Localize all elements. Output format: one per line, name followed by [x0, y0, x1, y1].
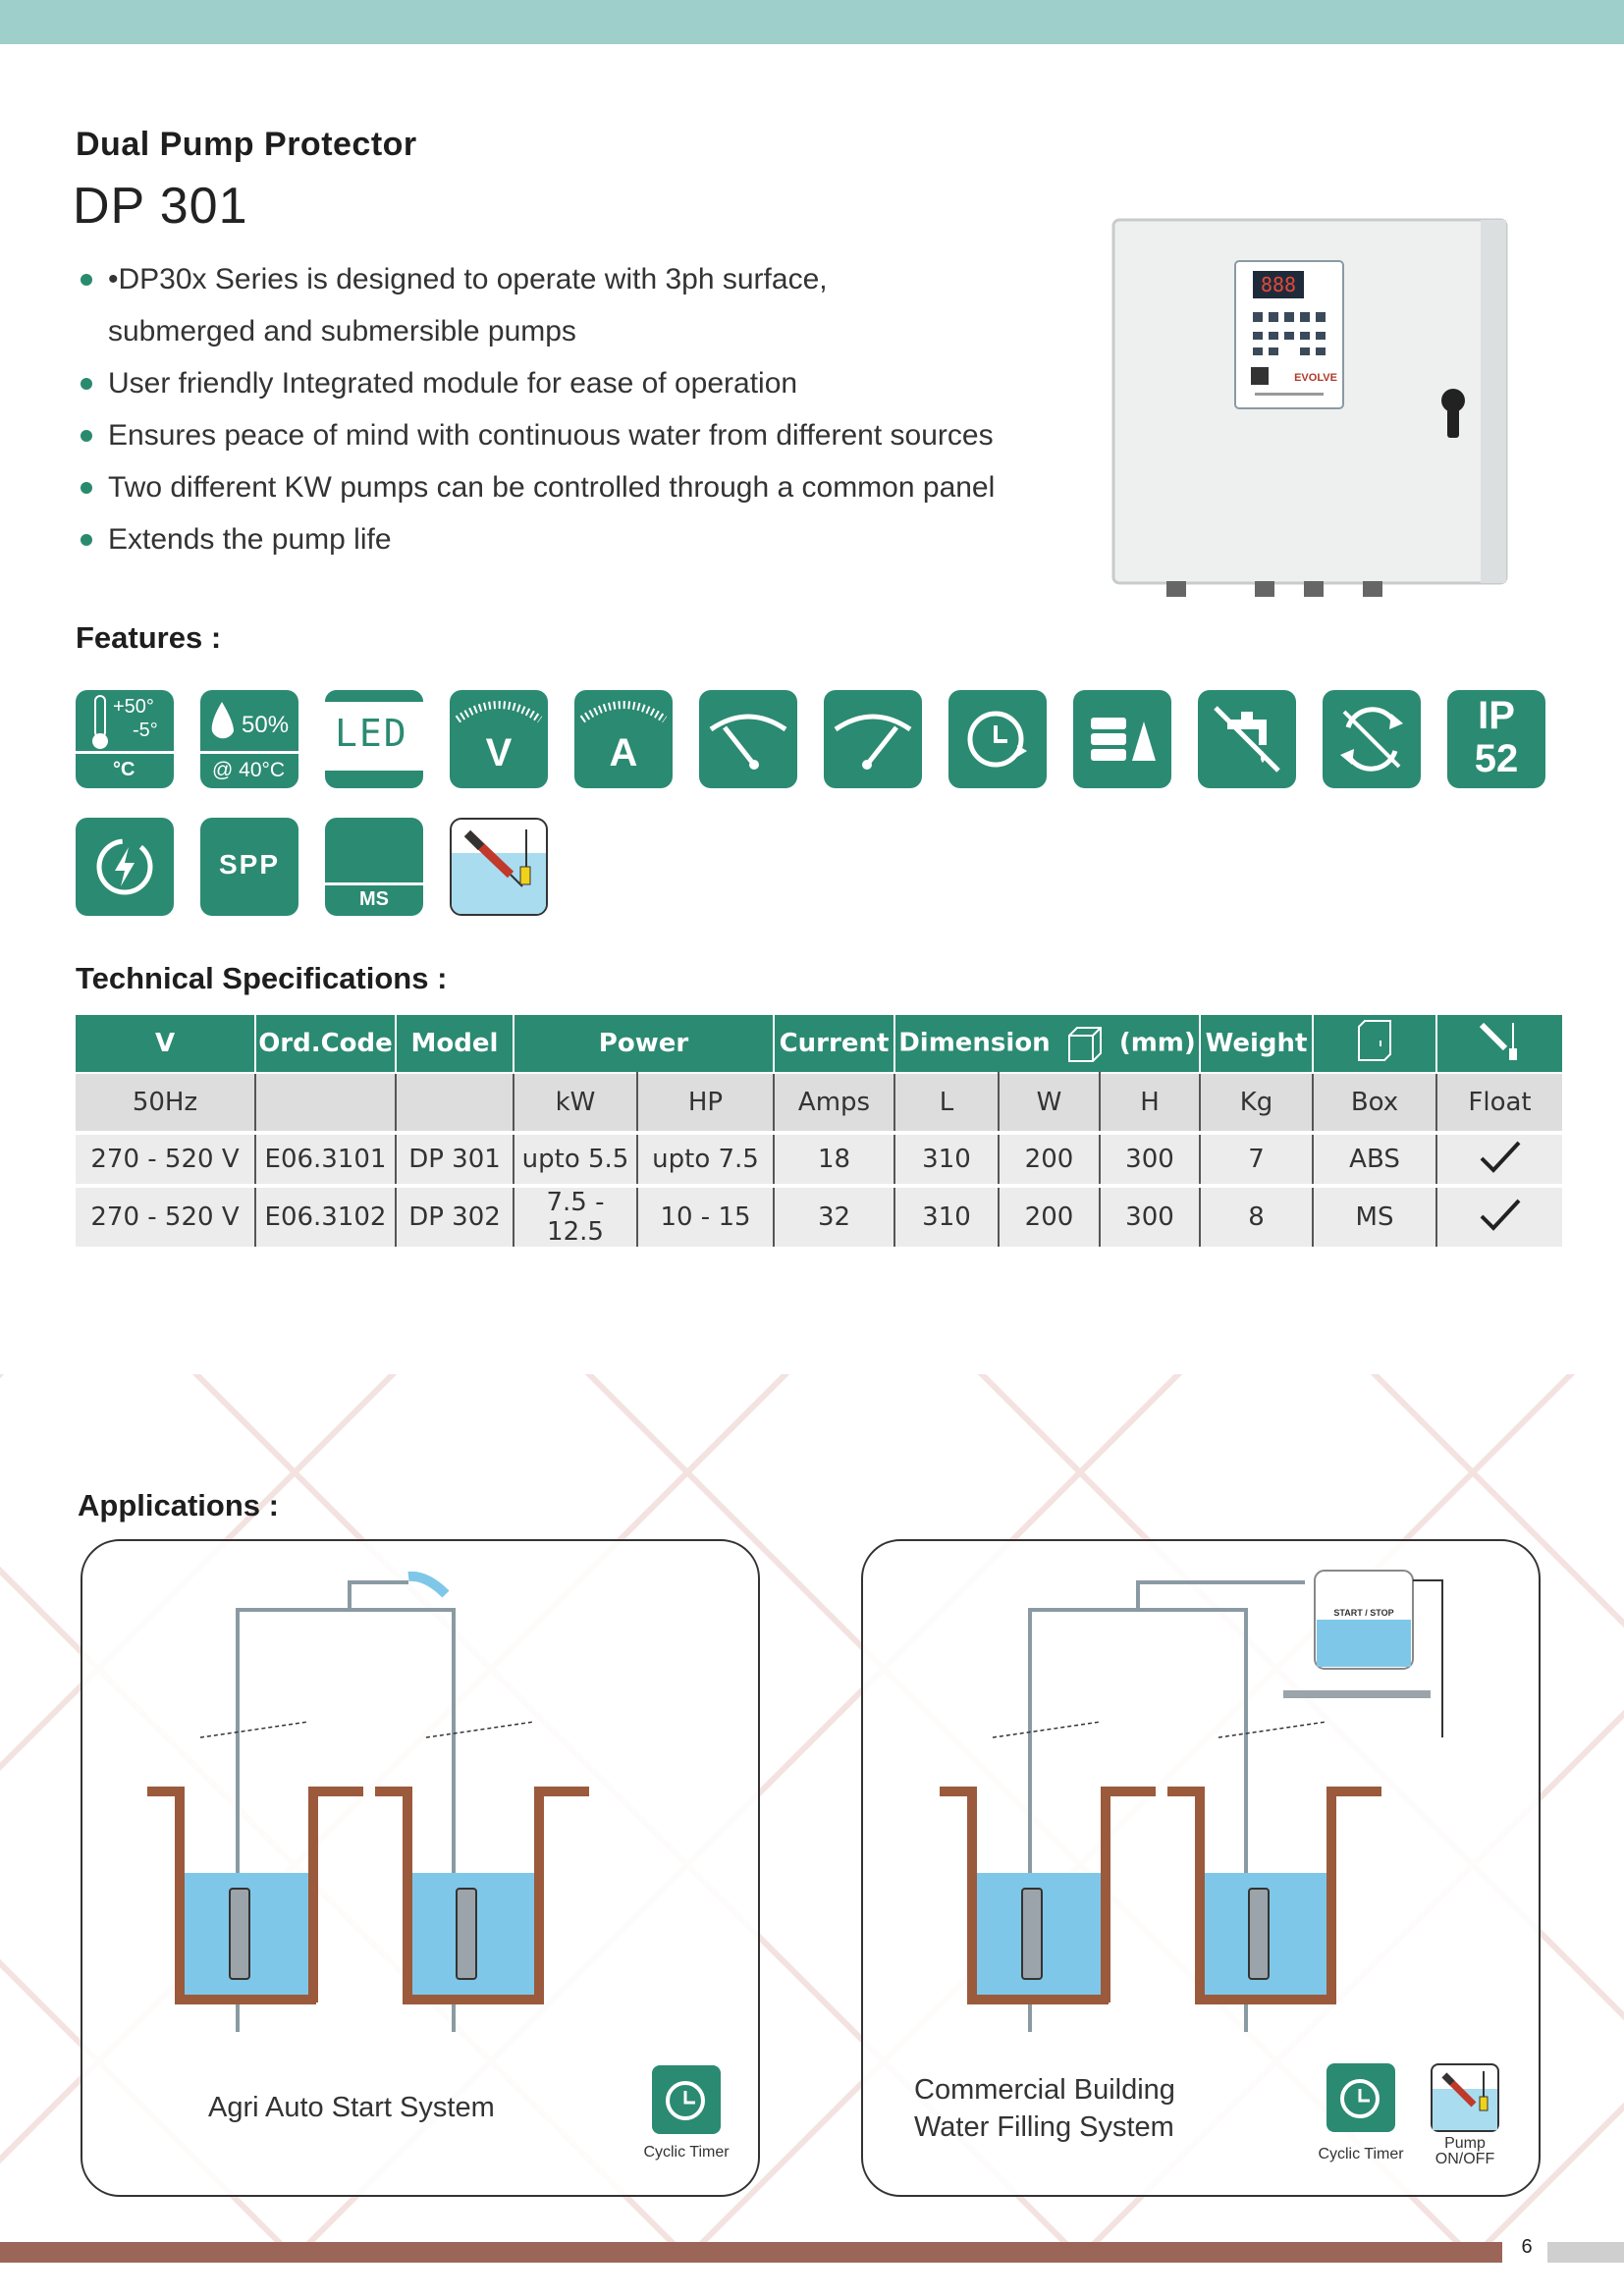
cell-voltage: 270 - 520 V — [76, 1133, 255, 1186]
sub-hz: 50Hz — [76, 1073, 255, 1133]
col-ord-code: Ord.Code — [255, 1015, 396, 1073]
top-bar — [0, 0, 1624, 44]
sub-float: Float — [1436, 1073, 1562, 1133]
cell-box: MS — [1313, 1186, 1436, 1247]
col-power: Power — [514, 1015, 774, 1073]
bullet-item: Ensures peace of mind with continuous water from different sources — [77, 409, 1068, 461]
col-dimension — [894, 1015, 1200, 1073]
features-heading: Features : — [76, 620, 222, 655]
bullet-item: Extends the pump life — [77, 513, 1068, 565]
sub-kw: kW — [514, 1073, 637, 1133]
cell-hp: upto 7.5 — [637, 1133, 774, 1186]
cell-h: 300 — [1100, 1133, 1200, 1186]
pump-caption-line1: Pump — [1444, 2135, 1486, 2152]
bullet-item: User friendly Integrated module for ease of operation — [77, 357, 1068, 409]
cell-l: 310 — [894, 1186, 999, 1247]
applications-heading: Applications : — [78, 1488, 279, 1522]
spec-table-header — [76, 1015, 1562, 1073]
product-model: DP 301 — [73, 178, 248, 235]
sub-w: W — [999, 1073, 1100, 1133]
commercial-label-line1: Commercial Building — [914, 2074, 1175, 2106]
product-display: 888 — [1260, 273, 1297, 296]
table-row — [76, 1186, 1562, 1247]
gauge-low-icon — [699, 690, 797, 788]
cell-ord-code: E06.3102 — [255, 1186, 396, 1247]
cell-model: DP 302 — [396, 1186, 514, 1247]
cyclic-timer-icon — [652, 2065, 721, 2134]
sub-kg: Kg — [1200, 1073, 1313, 1133]
box-dimension-icon — [1065, 1024, 1105, 1063]
cell-w: 200 — [999, 1186, 1100, 1247]
sub-empty — [396, 1073, 514, 1133]
application-card-commercial — [861, 1539, 1541, 2197]
checkmark-icon — [1476, 1137, 1525, 1176]
bullet-item: Two different KW pumps can be controlled through a common panel — [77, 461, 1068, 513]
sub-h: H — [1100, 1073, 1200, 1133]
led-display-icon: LED — [325, 690, 423, 788]
sub-l: L — [894, 1073, 999, 1133]
commercial-timer-caption: Cyclic Timer — [1318, 2146, 1404, 2163]
table-row — [76, 1133, 1562, 1186]
temperature-icon: +50° -5° °C — [76, 690, 174, 788]
sub-hp: HP — [637, 1073, 774, 1133]
col-weight: Weight — [1200, 1015, 1313, 1073]
feature-bullet-list — [77, 253, 1068, 565]
agri-timer-caption: Cyclic Timer — [643, 2144, 730, 2161]
sub-amps: Amps — [774, 1073, 894, 1133]
spec-table — [76, 1015, 1562, 1247]
dimension-label: Dimension — [898, 1028, 1051, 1058]
cell-model: DP 301 — [396, 1133, 514, 1186]
ammeter-icon: A — [574, 690, 673, 788]
gauge-high-icon — [824, 690, 922, 788]
cell-h: 300 — [1100, 1186, 1200, 1247]
cell-amps: 18 — [774, 1133, 894, 1186]
page-number: 6 — [1521, 2236, 1533, 2258]
pump-caption — [1421, 2136, 1509, 2167]
bullet-item-continuation: submerged and submersible pumps — [108, 315, 576, 347]
commercial-label-line2: Water Filling System — [914, 2111, 1174, 2143]
motor-stack-icon — [1073, 690, 1171, 788]
cell-ord-code: E06.3101 — [255, 1133, 396, 1186]
box-icon — [1355, 1019, 1394, 1062]
product-brand: EVOLVE — [1294, 372, 1337, 384]
product-subtitle: Dual Pump Protector — [76, 126, 417, 163]
float-switch-icon — [450, 818, 548, 916]
ip-rating-icon: IP 52 — [1447, 690, 1545, 788]
col-voltage: V — [76, 1015, 255, 1073]
ms-box-icon: MS — [325, 818, 423, 916]
footer-bar-gray — [1547, 2242, 1624, 2263]
cell-voltage: 270 - 520 V — [76, 1186, 255, 1247]
footer-bar — [0, 2242, 1502, 2263]
cell-float — [1436, 1133, 1562, 1186]
cell-amps: 32 — [774, 1186, 894, 1247]
cell-kw: 7.5 - 12.5 — [514, 1186, 637, 1247]
product-image — [1108, 214, 1520, 616]
pump-on-off-icon — [1431, 2063, 1499, 2132]
voltmeter-icon: V — [450, 690, 548, 788]
cyclic-timer-icon — [1326, 2063, 1395, 2132]
phase-reversal-icon — [1323, 690, 1421, 788]
dry-run-icon — [1198, 690, 1296, 788]
cyclic-timer-icon — [948, 690, 1047, 788]
sub-box: Box — [1313, 1073, 1436, 1133]
sub-empty — [255, 1073, 396, 1133]
spec-table-subheader — [76, 1073, 1562, 1133]
tech-spec-heading: Technical Specifications : — [76, 961, 448, 995]
col-model: Model — [396, 1015, 514, 1073]
pump-caption-line2: ON/OFF — [1435, 2151, 1495, 2167]
cell-kg: 8 — [1200, 1186, 1313, 1247]
application-card-agri — [81, 1539, 760, 2197]
checkmark-icon — [1476, 1195, 1525, 1234]
cell-kg: 7 — [1200, 1133, 1313, 1186]
humidity-icon: 50% @ 40°C — [200, 690, 298, 788]
cell-hp: 10 - 15 — [637, 1186, 774, 1247]
col-current: Current — [774, 1015, 894, 1073]
tank-label: START / STOP — [1333, 1608, 1394, 1618]
cell-box: ABS — [1313, 1133, 1436, 1186]
float-icon — [1476, 1019, 1525, 1062]
dimension-unit: (mm) — [1118, 1028, 1196, 1058]
cell-kw: upto 5.5 — [514, 1133, 637, 1186]
agri-label: Agri Auto Start System — [208, 2092, 495, 2123]
cell-w: 200 — [999, 1133, 1100, 1186]
power-surge-icon — [76, 818, 174, 916]
cell-float — [1436, 1186, 1562, 1247]
col-float — [1436, 1015, 1562, 1073]
spp-icon: SPP — [200, 818, 298, 916]
col-box — [1313, 1015, 1436, 1073]
bullet-item: •DP30x Series is designed to operate with 3ph surface, — [77, 253, 1068, 305]
cell-l: 310 — [894, 1133, 999, 1186]
